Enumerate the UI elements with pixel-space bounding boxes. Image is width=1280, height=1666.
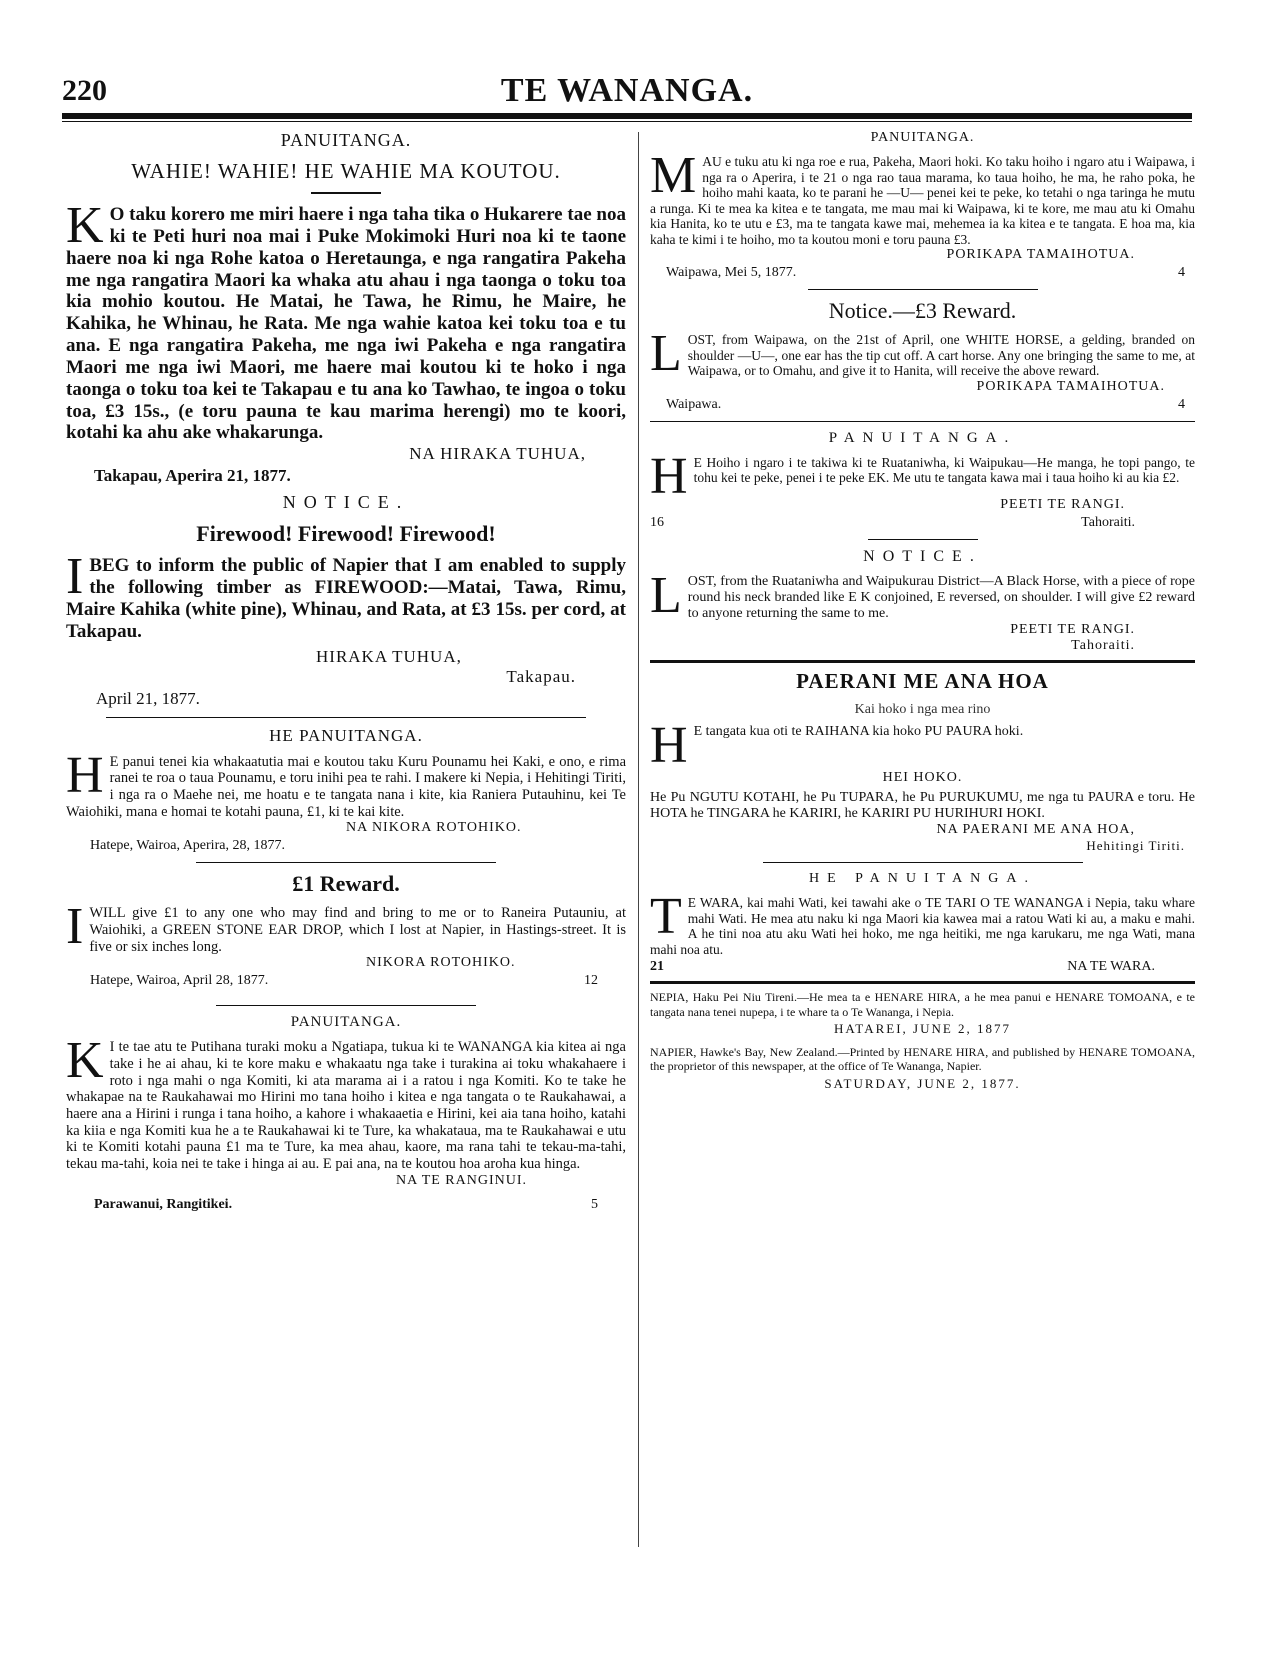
- ad-dateline: Hatepe, Wairoa, April 28, 1877.: [90, 973, 269, 989]
- ad-signature: NA PAERANI ME ANA HOA,: [936, 822, 1135, 838]
- header-rule-thick: [62, 113, 1192, 119]
- ad-subheading: HEI HOKO.: [882, 769, 963, 785]
- dropcap: H: [650, 716, 688, 774]
- ad-body-text: OST, from the Ruataniwha and Waipukurau District—A Black Horse, with a piece of rope round his neck branded like E K conjoined, E reversed, on shoulder. I will give £2 reward to anyone returning the same to me.: [687, 573, 1195, 621]
- ad-paerani: [650, 669, 1195, 863]
- ad-title: WAHIE! WAHIE! HE WAHIE MA KOUTOU.: [131, 159, 561, 183]
- ad-body-text: E Hoiho i ngaro i te takiwa ki te Ruataniwha, ki Waipukau—He manga, he topi pango, te tohu kei te peke, penei i te peke ЕK. Me utu te tangata kawa mai i taua hoiho ki au kia £2.: [693, 454, 1195, 486]
- page-number: 220: [62, 74, 107, 107]
- ad-body-text: AU e tuku atu ki nga roe e rua, Pakeha, Maori hoki. Ko taku hoiho i ngaro atu i Waipawa, i nga ra o Aperira, i te 21 o nga rao taua marama, ko taua hoiho, he ma, he raho poka, he hoiho mahi kaata, ko te parani he —U— penei kei te peke, ko tetahi o nga taringa he mutu a runga. Ki te mea ka kitea e te tangata, me mau mai ki Waipawa, ki te kore, me mau atu ki Omahu kia Hanita, ko te utu e £3, ma te tangata kawe mai, mehemea ia ka kitea e te tangata. E hoa ma, kia kaha te kimi i te hoiho, mo ta koutou moni e toru pauna £3.: [650, 154, 1195, 247]
- ad-dateline: Hatepe, Wairoa, Aperira, 28, 1877.: [90, 838, 285, 854]
- ad-ranginui: [66, 1014, 626, 1212]
- ad-place: Tahoraiti.: [1071, 637, 1135, 653]
- ad-subtitle: Kai hoko i nga mea rino: [854, 701, 991, 717]
- imprint-maori-date: HATAREI, JUNE 2, 1877: [833, 1020, 1012, 1036]
- ad-place: Hehitingi Tiriti.: [1086, 838, 1185, 854]
- ad-body-text: WILL give £1 to any one who may find and bring to me or to Raneira Putauniu, at Waiohiki, a GREEN STONE EAR DROP, which I lost at Napier, in Hastings-street. It is five or six inches long.: [89, 905, 626, 955]
- ad-signature: PORIKAPA TAMAIHOTUA.: [946, 247, 1135, 263]
- ad-body-text: BEG to inform the public of Napier that I am enabled to supply the following timber as FIREWOOD:—Matai, Tawa, Rimu, Maire Kahika (white pine), Whinau, and Rata, at £3 15s. per cord, at Takapau.: [66, 555, 626, 642]
- page-header: [62, 68, 1192, 112]
- masthead-title: TE WANANGA.: [500, 72, 754, 109]
- separator: [106, 717, 586, 718]
- ad-body-text: I te tae atu te Putihana turaki moku a Ngatiapa, tukua ki te WANANGA kia kitea ai nga take i he ai ahau, ki te kore maku e whakaatu nga take i turakina ai toku whakahaere i roto i nga mahi o nga Komiti, ki ata marama ai i a ratou i nga Komiti. Ko te take he whakapae na te Raukahawai mo Hirini mo tana hoiho i kitea e nga tangata o te Raukahawai, a haere ana a Hirini i runga i tana hoiho, a kahore i whakaaetia e Hirini, kei aia tana hoiho, katahi ka kiia e nga Komiti kua he a te Raukahawai ki te Ture, ka whakataua, ma te Raukahawai e utu ki te Komiti kotahi pauna £1 ma te Ture, ka mea ahau, kaore, ma rana tahi te tekau-ma-tahi, tekau ma-tahi, koia nei te take i hinga ai au. E pai ana, na te koutou hoa aroha kua hinga.: [66, 1039, 626, 1173]
- ad-reward-1: [66, 871, 626, 1006]
- ad-number: 12: [584, 973, 598, 989]
- ad-dateline-row: [650, 397, 1195, 413]
- ad-heading: PANUITANGA.: [290, 1014, 402, 1031]
- ad-dateline: Parawanui, Rangitikei.: [94, 1196, 233, 1212]
- ad-title: Notice.—£3 Reward.: [828, 298, 1017, 324]
- ad-body-text: O taku korero me miri haere i nga taha tika o Hukarere tae noa ki te Peti huri noa mai i Puke Mokimoki Huri noa ki te taone haere noa ki nga Rohe katoa o Heretaunga, e nga rangatira Pakeha me nga rangatira Maori ka whaka atu ahau i nga taonga o toku toa kia mohio koutou. He Matai, he Tawa, he Rimu, he Maire, he Kahika, he Whinau, he Rata. Me nga wahie katoa kei toku toa e tu ana. E nga rangatira Pakeha, me nga iwi Pakeha e nga rangatira Maori me nga iwi Maori, me haere mai koutou ki te hoko i nga taonga o toku toa kei te Takapau e tu ana ko Tawhao, te ingoa o toku toa, £3 15s., (e toru pauna te kau marima herengi) mo te koori, kotahi ka ahu ake whakarunga.: [66, 204, 626, 444]
- ad-title: Firewood! Firewood! Firewood!: [196, 521, 496, 547]
- ad-heading: PANUITANGA.: [828, 429, 1017, 446]
- left-column: [66, 126, 626, 1219]
- dropcap: M: [650, 147, 697, 204]
- ad-signature: NA NIKORA ROTOHIKO.: [346, 820, 522, 836]
- ad-signature: NA TE WARA.: [1067, 959, 1155, 975]
- ad-heading: NOTICE.: [282, 492, 410, 513]
- dropcap: H: [650, 447, 688, 505]
- ad-signature: NA TE RANGINUI.: [396, 1172, 528, 1188]
- dropcap: I: [66, 548, 84, 606]
- ad-body: [66, 1032, 626, 1173]
- short-rule: [311, 192, 381, 194]
- ad-number: 21: [650, 959, 664, 975]
- ad-place: Tahoraiti.: [1081, 514, 1135, 530]
- ad-body-2: He Pu NGUTU KOTAHI, he Pu TUPARA, he Pu PURUKUMU, me nga tu PAURA e toru. He HOTA he TINGARA he KARIRI, he KARIRI PU HURIHURI HOKI.: [650, 789, 1195, 822]
- ad-number: 4: [1178, 396, 1185, 412]
- separator: [868, 539, 978, 540]
- dropcap: K: [66, 1032, 104, 1090]
- column-divider: [638, 132, 639, 1547]
- ad-signature: PEETI TE RANGI.: [1000, 496, 1125, 512]
- ad-body: [650, 716, 1195, 774]
- ad-body-text: E panui tenei kia whakaatutia mai e koutou taku Kuru Pounamu hei Kaki, e ono, e rima ranei te roa o taua Pounamu, e toru inihi pea te rahi. I makere ki Nepia, i Hehitingi Tiriti, i nga ra o Maehe nei, me hoatu e te tangata nana i kite, kia Raniera Putauhinu, kei Te Waiohiki, mana e homai te kotahi pauna, £1, ki te kai kite.: [66, 753, 626, 820]
- right-column: [650, 126, 1195, 1100]
- separator: [196, 862, 496, 863]
- ad-number: 4: [1178, 265, 1185, 281]
- ad-dateline-row: [66, 1197, 626, 1213]
- ad-signature: PEETI TE RANGI.: [1010, 621, 1135, 637]
- dropcap: K: [66, 197, 104, 254]
- ad-dateline: Waipawa.: [666, 396, 722, 412]
- ad-heading: PANUITANGA.: [280, 130, 412, 150]
- separator: [808, 289, 1038, 290]
- ad-signature: PORIKAPA TAMAIHOTUA.: [976, 378, 1165, 394]
- ad-body: [66, 548, 626, 642]
- ad-body: [66, 197, 626, 444]
- ad-dateline-row: [66, 973, 626, 989]
- ad-notice-black-horse: [650, 548, 1195, 663]
- ad-dateline: April 21, 1877.: [96, 688, 200, 708]
- ad-dateline-row: [650, 515, 1195, 531]
- ad-heading: HE PANUITANGA.: [808, 871, 1037, 887]
- ad-te-wara: [650, 871, 1195, 984]
- ad-heading: NOTICE.: [863, 547, 982, 565]
- separator: [763, 862, 1083, 863]
- ad-wahie: [66, 130, 626, 486]
- ad-body-text: E tangata kua oti te RAIHANA kia hoko PU PAURA hoki.: [693, 723, 1024, 739]
- ad-kuru-pounamu: [66, 726, 626, 864]
- ad-dateline-row: [650, 265, 1195, 281]
- ad-body: [650, 566, 1195, 624]
- ad-body: [66, 746, 626, 821]
- ad-place: Takapau.: [506, 666, 576, 686]
- ad-title: £1 Reward.: [292, 871, 400, 897]
- ad-signature: NA HIRAKA TUHUA,: [409, 444, 586, 464]
- ad-firewood: [66, 492, 626, 717]
- imprint-english: NAPIER, Hawke's Bay, New Zealand.—Printed by HENARE HIRA, and published by HENARE TOMOANA, the proprietor of this newspaper, at the office of Te Wananga, Napier.: [650, 1044, 1195, 1074]
- ad-dateline-row: [650, 959, 1195, 975]
- dropcap: T: [650, 888, 682, 946]
- dropcap: L: [650, 325, 682, 383]
- header-rule-thin: [62, 121, 1192, 122]
- ad-peeti-maori: [650, 430, 1195, 540]
- ad-title: PAERANI ME ANA HOA: [796, 668, 1049, 693]
- ad-dateline: Takapau, Aperira 21, 1877.: [94, 466, 291, 486]
- ad-signature: NIKORA ROTOHIKO.: [366, 955, 516, 971]
- separator: [650, 981, 1195, 984]
- ad-notice-reward-3: [650, 298, 1195, 422]
- ad-body-text: E WARA, kai mahi Wati, kei tawahi ake o TE TARI O TE WANANGA i Nepia, taku whare mahi Wati. He mea atu naku ki nga Maori kia kawea mai a ratou Wati ki au, a maku e mahi. A he tini noa atu aku Wati hei hoko, me nga heitiki, me nga karukaru, me nga Wati, mana mahi noa atu.: [650, 895, 1195, 957]
- ad-body: [650, 147, 1195, 247]
- ad-body: [66, 898, 626, 956]
- ad-signature: HIRAKA TUHUA,: [316, 646, 462, 666]
- ad-number: 5: [591, 1196, 598, 1212]
- separator: [216, 1005, 476, 1006]
- separator: [650, 421, 1195, 422]
- imprint-english-date: SATURDAY, JUNE 2, 1877.: [824, 1075, 1021, 1091]
- ad-heading: HE PANUITANGA.: [269, 725, 423, 745]
- ad-porikapa-maori: [650, 130, 1195, 290]
- ad-body-text: OST, from Waipawa, on the 21st of April, one WHITE HORSE, a gelding, branded on shoulder —U—, one ear has the tip cut off. A cart horse. Any one bringing the same to me, at Waipawa, or to Omahu, and give it to Hanita, will receive the above reward.: [687, 332, 1195, 379]
- separator: [650, 660, 1195, 663]
- dropcap: I: [66, 898, 84, 956]
- imprint: [650, 990, 1195, 1092]
- ad-number: 16: [650, 514, 664, 530]
- ad-body: [650, 888, 1195, 957]
- dropcap: L: [650, 566, 682, 624]
- ad-body: [650, 325, 1195, 383]
- ad-heading: PANUITANGA.: [870, 130, 975, 145]
- ad-dateline: Waipawa, Mei 5, 1877.: [666, 265, 797, 281]
- dropcap: H: [66, 746, 104, 804]
- imprint-maori: NEPIA, Haku Pei Niu Tireni.—He mea ta e HENARE HIRA, a he mea panui e HENARE TOMOANA, e te tangata nana tenei nupepa, i te whare ta o Te Wananga, i Nepia.: [650, 990, 1195, 1019]
